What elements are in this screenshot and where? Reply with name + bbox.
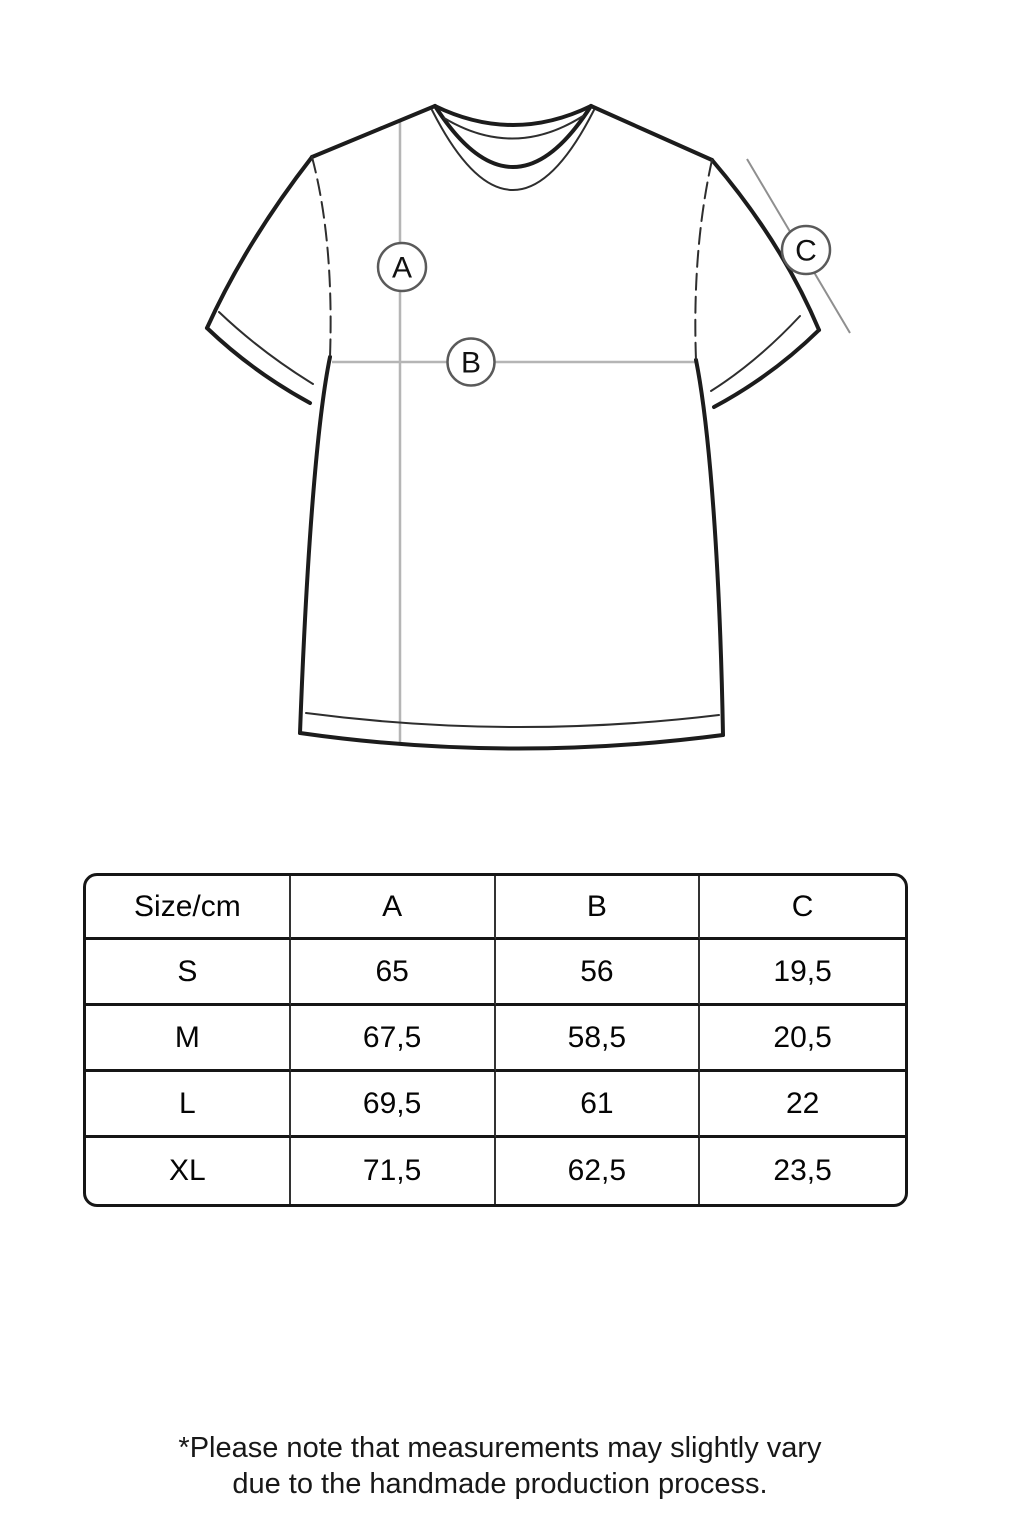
left-sleeve-outer-edge bbox=[207, 157, 312, 328]
table-cell-s-a: 65 bbox=[291, 940, 496, 1006]
marker-a-label: A bbox=[391, 251, 413, 285]
marker-c-label: C bbox=[795, 234, 817, 268]
right-shoulder-line bbox=[591, 106, 712, 160]
tshirt-outline bbox=[207, 106, 819, 749]
measurement-footnote bbox=[0, 1430, 1000, 1502]
measurement-marker-b bbox=[448, 339, 495, 386]
header-cell-size: Size/cm bbox=[86, 876, 291, 940]
right-cuff-edge bbox=[714, 330, 819, 407]
left-shoulder-line bbox=[312, 106, 435, 157]
header-cell-c: C bbox=[700, 876, 905, 940]
table-cell-xl-b: 62,5 bbox=[496, 1138, 701, 1204]
table-cell-xl-c: 23,5 bbox=[773, 1154, 832, 1187]
right-armhole-seam bbox=[695, 160, 712, 360]
table-cell-s-b: 56 bbox=[496, 940, 701, 1006]
table-cell-size-m: M bbox=[86, 1006, 291, 1072]
table-cell-l-a: 69,5 bbox=[291, 1072, 496, 1138]
header-cell-a: A bbox=[291, 876, 496, 940]
left-cuff-edge bbox=[207, 328, 310, 403]
left-cuff-stitch bbox=[219, 312, 313, 384]
collar-top-edge bbox=[435, 106, 591, 125]
table-cell-size-l: L bbox=[86, 1072, 291, 1138]
bottom-hem-edge bbox=[300, 733, 723, 749]
table-cell-s-c: 19,5 bbox=[700, 940, 905, 1006]
measurement-marker-a bbox=[378, 243, 426, 291]
collar-outer-band-seam bbox=[432, 110, 594, 190]
table-cell-m-b: 58,5 bbox=[496, 1006, 701, 1072]
table-cell-size-s: S bbox=[86, 940, 291, 1006]
right-body-side bbox=[696, 360, 723, 735]
marker-b-label: B bbox=[460, 346, 482, 380]
footnote-line-2: due to the handmade production process. bbox=[232, 1468, 768, 1500]
table-cell-m-c: 20,5 bbox=[700, 1006, 905, 1072]
size-table bbox=[83, 873, 908, 1207]
table-cell-l-c: 22 bbox=[700, 1072, 905, 1138]
measurement-marker-c bbox=[782, 226, 830, 274]
measurement-lines bbox=[332, 120, 850, 742]
footnote-line-1: *Please note that measurements may slightly vary bbox=[178, 1432, 822, 1464]
table-cell-xl-a: 71,5 bbox=[291, 1138, 496, 1204]
table-cell-size-xl: XL bbox=[86, 1138, 291, 1204]
table-cell-l-b: 61 bbox=[496, 1072, 701, 1138]
hem-stitch bbox=[306, 713, 719, 727]
left-armhole-seam bbox=[312, 157, 331, 357]
left-body-side bbox=[300, 357, 330, 733]
header-cell-b: B bbox=[496, 876, 701, 940]
table-cell-m-a: 67,5 bbox=[291, 1006, 496, 1072]
